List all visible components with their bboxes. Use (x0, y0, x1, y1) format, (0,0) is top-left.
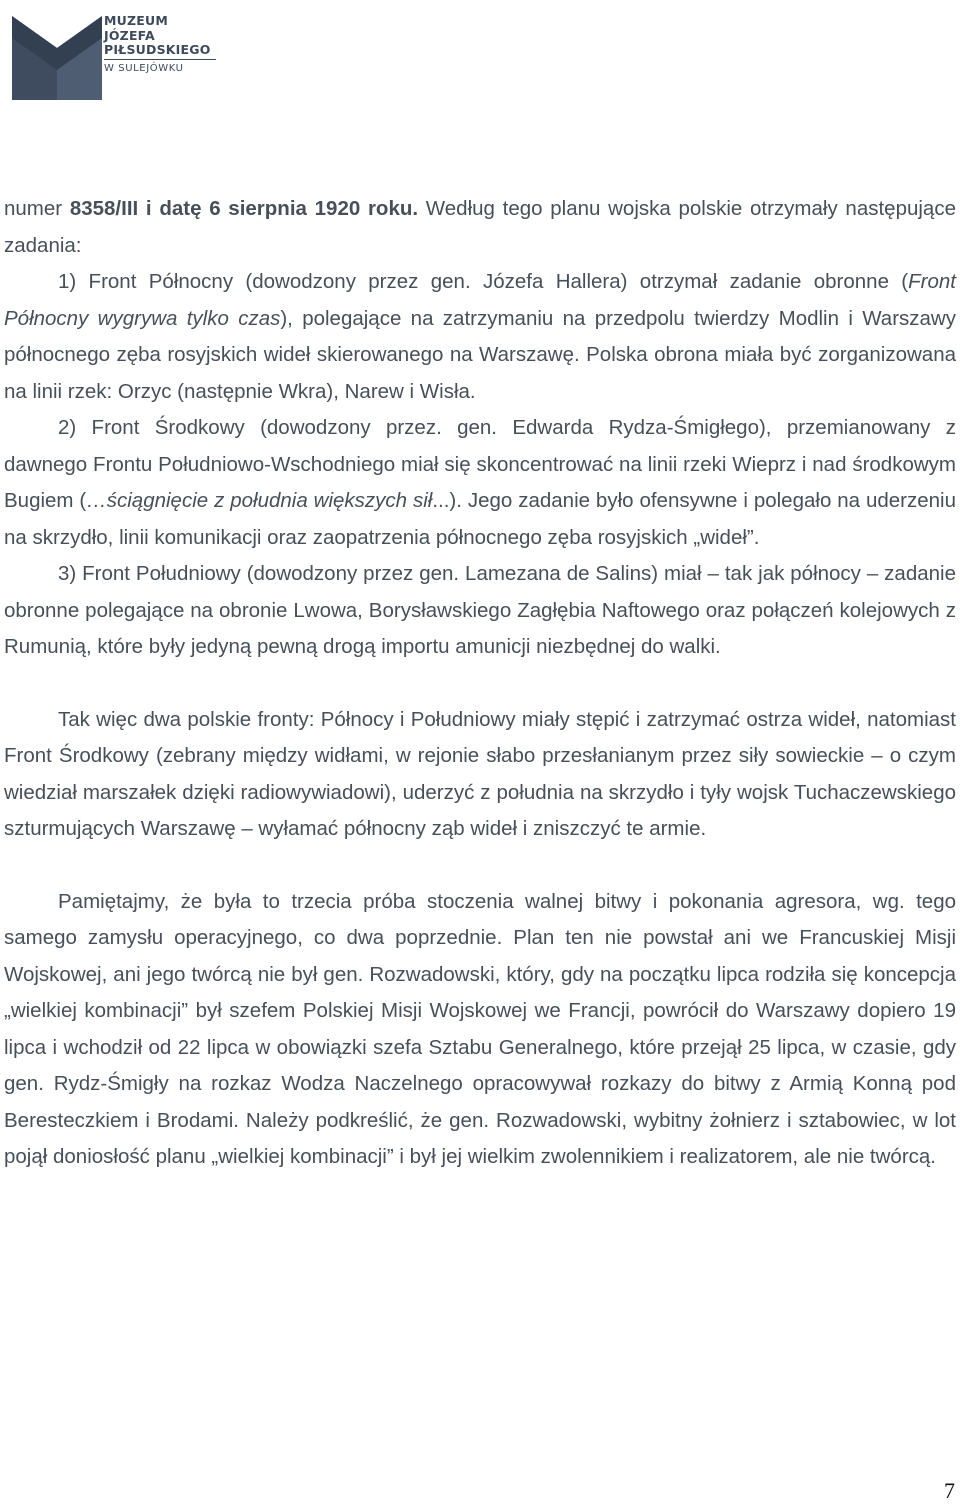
paragraph-3-text-a: 2) Front Środkowy (dowodzony przez. gen. Edwarda Rydza-Śmigłego), przemianowany z dawnego Frontu Południowo-Wschodniego miał się skoncentrować na linii rzeki Wieprz i nad środkowym Bugiem ( (4, 416, 956, 512)
logo-line-3: PIŁSUDSKIEGO (104, 42, 211, 57)
paragraph-3-italic: …ściągnięcie z południa większych sił (86, 489, 433, 512)
museum-logo (12, 8, 232, 103)
paragraph-2-text-a: 1) Front Północny (dowodzony przez gen. Józefa Hallera) otrzymał zadanie obronne ( (58, 270, 909, 293)
museum-logo-text (104, 14, 216, 77)
paragraph-3-text-c: ...). Jego zadanie było ofensywne i polegało na uderzeniu na skrzydło, linii komunikacji oraz zaopatrzenia północnego zęba rosyjskich „wideł”. (4, 489, 956, 549)
paragraph-gap (4, 666, 956, 702)
paragraph-2-italic: Front Północny wygrywa tylko czas (4, 270, 956, 330)
paragraph-1-text-a: numer (4, 197, 70, 220)
paragraph-front-central (4, 410, 956, 556)
paragraph-summary: Tak więc dwa polskie fronty: Północy i Południowy miały stępić i zatrzymać ostrza wideł, natomiast Front Środkowy (zebrany między widłami, w rejonie słabo przesłanianym przez siły sowieckie – o czym wiedział marszałek dzięki radiowywiadowi), uderzyć z południa na skrzydło i tyły wojsk Tuchaczewskiego szturmujących Warszawę – wyłamać północny ząb wideł i zniszczyć te armie. (4, 707, 956, 840)
logo-line-1: MUZEUM (104, 13, 168, 28)
logo-underline (104, 59, 216, 61)
paragraph-1 (4, 191, 956, 264)
paragraph-remember: Pamiętajmy, że była to trzecia próba stoczenia walnej bitwy i pokonania agresora, wg. tego samego zamysłu operacyjnego, co dwa poprzednie. Plan ten nie powstał ani we Francuskiej Misji Wojskowej, ani jego twórcą nie był gen. Rozwadowski, który, gdy na początku lipca rodziła się koncepcja „wielkiej kombinacji” był szefem Polskiej Misji Wojskowej we Francji, powrócił do Warszawy dopiero 19 lipca i wchodził od 22 lipca w obowiązki szefa Sztabu Generalnego, które przejął 25 lipca, w czasie, gdy gen. Rydz-Śmigły na rozkaz Wodza Naczelnego opracowywał rozkazy do bitwy z Armią Konną pod Beresteczkiem i Brodami. Należy podkreślić, że gen. Rozwadowski, wybitny żołnierz i sztabowiec, w lot pojął doniosłość planu „wielkiej kombinacji” i był jej wielkim zwolennikiem i realizatorem, ale nie twórcą. (4, 889, 956, 1168)
paragraph-front-southern: 3) Front Południowy (dowodzony przez gen. Lamezana de Salins) miał – tak jak północy – zadanie obronne polegające na obronie Lwowa, Borysławskiego Zagłębia Naftowego oraz połączeń kolejowych z Rumunią, które były jedyną pewną drogą importu amunicji niezbędnej do walki. (4, 562, 956, 658)
logo-line-2: JÓZEFA (104, 27, 155, 43)
paragraph-2-text-c: ), polegające na zatrzymaniu na przedpolu twierdzy Modlin i Warszawy północnego zęba rosyjskich wideł skierowanego na Warszawę. Polska obrona miała być zorganizowana na linii rzek: Orzyc (następnie Wkra), Narew i Wisła. (4, 306, 956, 403)
paragraph-front-northern (4, 264, 956, 410)
paragraph-1-bold: 8358/III i datę 6 sierpnia 1920 roku. (69, 197, 419, 220)
document-body (4, 191, 956, 1176)
paragraph-gap (4, 848, 956, 884)
page-number: 7 (944, 1478, 955, 1503)
museum-logo-mark (12, 8, 102, 100)
paragraph-1-text-c: Według tego planu wojska polskie otrzymały następujące zadania: (4, 197, 956, 257)
logo-line-4: W SULEJÓWKU (104, 63, 184, 74)
